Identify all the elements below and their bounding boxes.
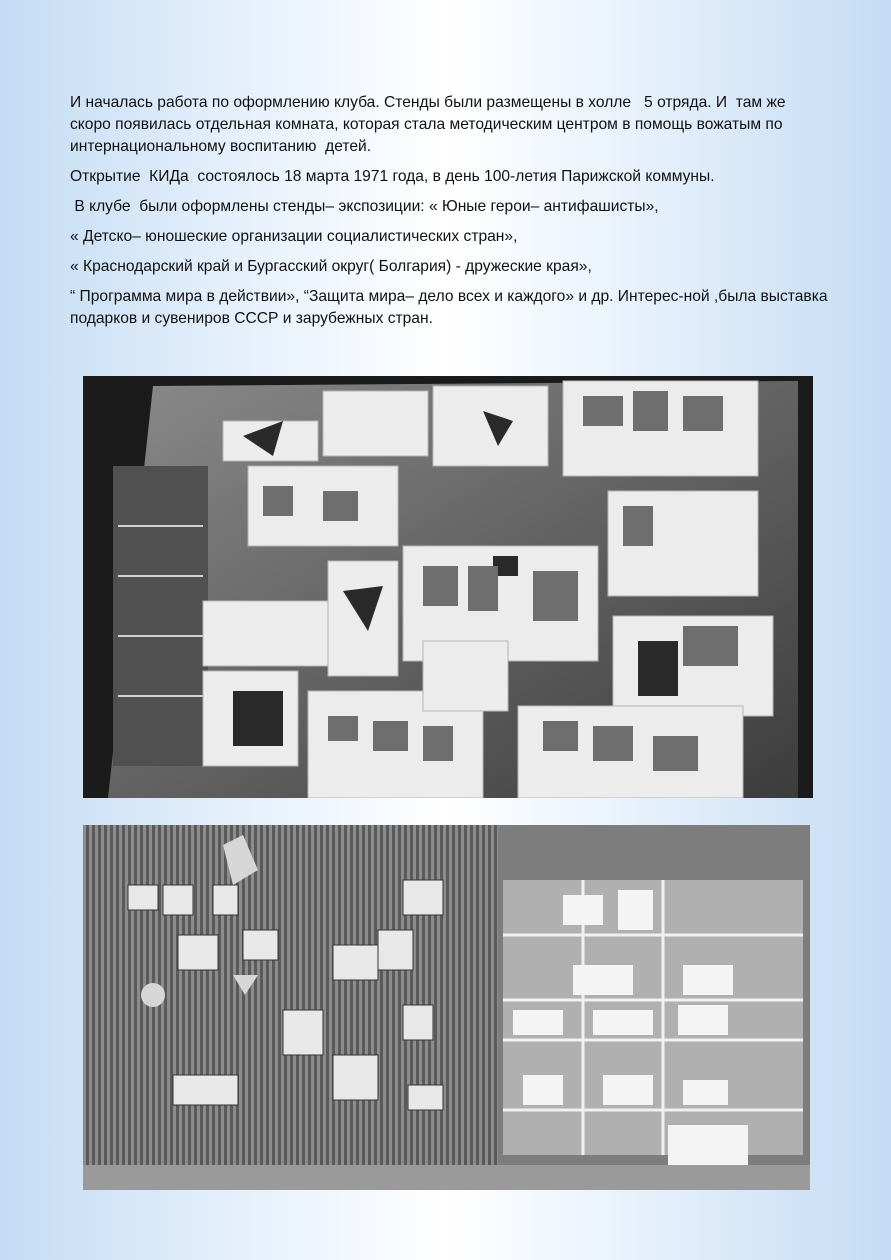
exhibition-stands-photo [83, 376, 813, 798]
paragraph-1: И началась работа по оформлению клуба. Стенды были размещены в холле 5 отряда. И там же скоро появилась отдельная комната, которая стала методическим центром в помощь вожатым по интернациональному воспитанию детей. [70, 94, 795, 155]
article-text [70, 92, 830, 330]
paragraph-5: « Краснодарский край и Бургасский округ( Болгария) - дружеские края», [70, 258, 592, 275]
souvenir-display-illustration [83, 825, 810, 1190]
paragraph-4: « Детско– юношеские организации социалистических стран», [70, 228, 518, 245]
exhibition-stands-illustration [83, 376, 813, 798]
paragraph-3: В клубе были оформлены стенды– экспозиции: « Юные герои– антифашисты», [70, 198, 659, 215]
paragraph-2: Открытие КИДа состоялось 18 марта 1971 года, в день 100-летия Парижской коммуны. [70, 168, 715, 185]
souvenir-display-photo [83, 825, 810, 1190]
paragraph-6: “ Программа мира в действии», “Защита мира– дело всех и каждого» и др. Интерес-ной ,была выставка подарков и сувениров СССР и зарубежных стран. [70, 288, 832, 327]
